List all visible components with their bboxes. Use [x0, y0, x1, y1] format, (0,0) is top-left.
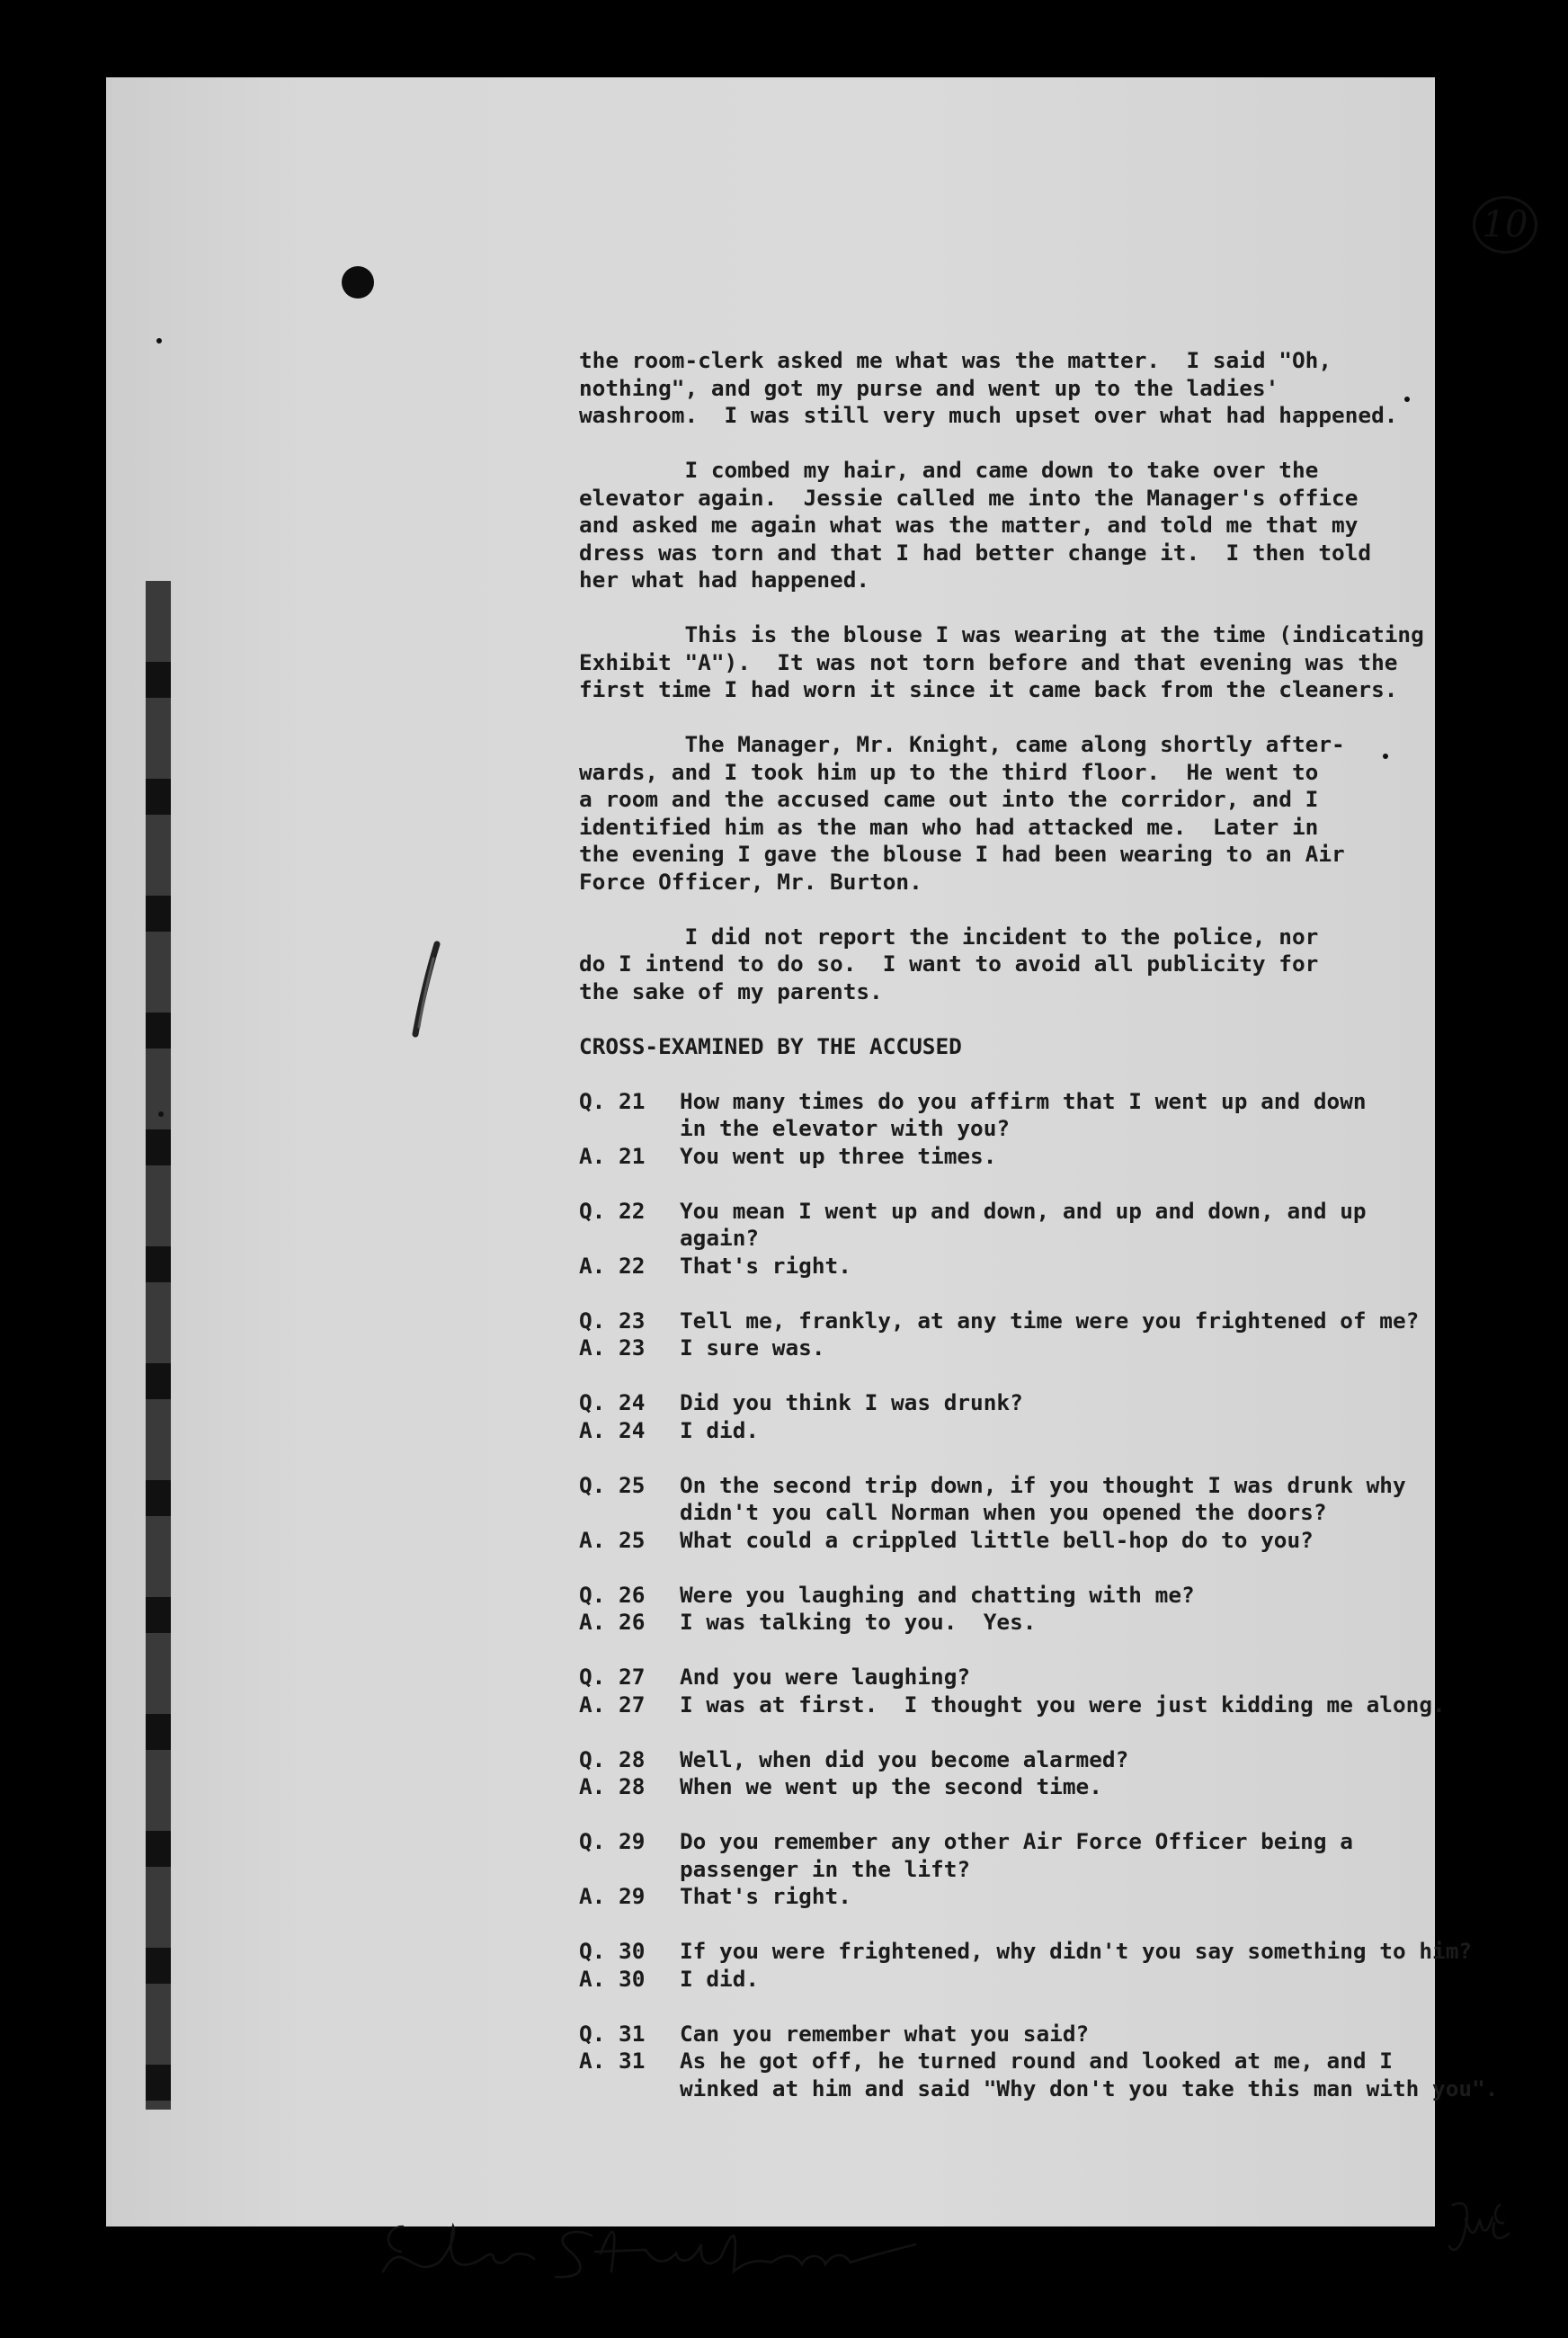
answer-label: A. 31 — [579, 2048, 646, 2074]
answer-line — [579, 2048, 1568, 2075]
question-label: Q. 30 — [579, 1938, 646, 1964]
answer-text: As he got off, he turned round and looked at me, and I — [680, 2048, 1393, 2074]
text-line: and asked me again what was the matter, and told me that my — [579, 512, 1359, 538]
testimony-body — [579, 347, 1568, 2130]
question-label: Q. 26 — [579, 1581, 646, 1608]
text-line: the sake of my parents. — [579, 977, 883, 1004]
answer-line — [579, 1253, 1568, 1281]
answer-label: A. 27 — [579, 1691, 646, 1718]
qa-pair — [579, 1828, 1568, 1911]
question-text: Did you think I was drunk? — [680, 1389, 1023, 1415]
text-line: elevator again. Jessie called me into the Manager's office — [579, 484, 1359, 511]
question-line — [579, 1856, 1568, 1884]
answer-line — [579, 1691, 1568, 1719]
question-line — [579, 1198, 1568, 1226]
question-text: didn't you call Norman when you opened the doors? — [680, 1499, 1327, 1525]
testimony-paragraph — [579, 457, 1568, 594]
qa-pair — [579, 1389, 1568, 1444]
question-line — [579, 1307, 1568, 1335]
question-label: Q. 23 — [579, 1307, 646, 1334]
question-line — [579, 1088, 1568, 1116]
question-label: Q. 25 — [579, 1471, 646, 1498]
section-heading: CROSS-EXAMINED BY THE ACCUSED — [579, 1032, 962, 1059]
qa-pair — [579, 1746, 1568, 1801]
question-line — [579, 1472, 1568, 1500]
question-text: How many times do you affirm that I went up and down — [680, 1087, 1367, 1114]
question-line — [579, 1225, 1568, 1253]
text-line: wards, and I took him up to the third floor. He went to — [579, 758, 1319, 785]
question-text: If you were frightened, why didn't you say something to him? — [680, 1938, 1473, 1964]
qa-pair — [579, 1582, 1568, 1637]
question-label — [579, 1115, 680, 1143]
answer-text: I was at first. I thought you were just kidding me along. — [680, 1691, 1446, 1718]
text-line: identified him as the man who had attacked me. Later in — [579, 813, 1319, 840]
question-line — [579, 1664, 1568, 1691]
question-line — [579, 1828, 1568, 1856]
text-line: a room and the accused came out into the corridor, and I — [579, 786, 1319, 812]
question-label — [579, 1499, 680, 1527]
answer-label: A. 30 — [579, 1965, 646, 1992]
testimony-paragraph — [579, 731, 1568, 896]
answer-label: A. 25 — [579, 1526, 646, 1553]
answer-text: I sure was. — [680, 1334, 825, 1361]
signature-elsie-stadelman — [376, 2200, 951, 2289]
text-line: do I intend to do so. I want to avoid all publicity for — [579, 950, 1319, 977]
question-text: Well, when did you become alarmed? — [680, 1745, 1129, 1772]
testimony-paragraph — [579, 924, 1568, 1006]
answer-line — [579, 1883, 1568, 1911]
answer-text: When we went up the second time. — [680, 1773, 1102, 1799]
question-text: passenger in the lift? — [680, 1855, 971, 1882]
text-line: first time I had worn it since it came back from the cleaners. — [579, 676, 1398, 702]
question-label: Q. 28 — [579, 1745, 646, 1772]
answer-line — [579, 1527, 1568, 1555]
question-text: Were you laughing and chatting with me? — [680, 1581, 1195, 1608]
text-line: dress was torn and that I had better change it. I then told — [579, 539, 1372, 566]
question-label: Q. 22 — [579, 1197, 646, 1224]
text-line: This is the blouse I was wearing at the time (indicating — [579, 621, 1424, 647]
testimony-paragraph — [579, 347, 1568, 430]
qa-pair — [579, 2021, 1568, 2103]
question-line — [579, 1499, 1568, 1527]
answer-line — [579, 1417, 1568, 1445]
question-text: Can you remember what you said? — [680, 2020, 1090, 2047]
question-text: And you were laughing? — [680, 1664, 971, 1690]
testimony-paragraph — [579, 621, 1568, 704]
text-line: her what had happened. — [579, 567, 870, 593]
question-text: in the elevator with you? — [680, 1115, 1011, 1141]
answer-line — [579, 1334, 1568, 1362]
answer-label — [579, 2075, 680, 2103]
qa-pair — [579, 1664, 1568, 1718]
document-page — [106, 77, 1528, 2226]
qa-pair — [579, 1198, 1568, 1281]
qa-pair — [579, 1938, 1568, 1993]
answer-label: A. 29 — [579, 1883, 646, 1909]
initials-jwe — [1444, 2192, 1516, 2273]
answer-text: I did. — [680, 1965, 760, 1992]
answer-text: That's right. — [680, 1883, 851, 1909]
question-line — [579, 1582, 1568, 1610]
text-line: I combed my hair, and came down to take over the — [579, 457, 1319, 483]
question-text: Do you remember any other Air Force Officer being a — [680, 1828, 1353, 1854]
text-line: Force Officer, Mr. Burton. — [579, 868, 922, 895]
film-edge-strip — [146, 581, 171, 2110]
answer-label: A. 23 — [579, 1334, 646, 1361]
question-line — [579, 1389, 1568, 1417]
question-label: Q. 24 — [579, 1389, 646, 1415]
question-label — [579, 1225, 680, 1253]
answer-line — [579, 1773, 1568, 1801]
question-label: Q. 27 — [579, 1664, 646, 1690]
question-label: Q. 21 — [579, 1087, 646, 1114]
answer-label: A. 24 — [579, 1416, 646, 1443]
answer-label: A. 26 — [579, 1609, 646, 1635]
text-line: nothing", and got my purse and went up to the ladies' — [579, 374, 1279, 401]
page-number: 10 — [1473, 196, 1537, 254]
qa-pair — [579, 1472, 1568, 1555]
question-text: You mean I went up and down, and up and down, and up — [680, 1197, 1367, 1224]
answer-text: winked at him and said "Why don't you take this man with you". — [680, 2075, 1499, 2102]
answer-line — [579, 2075, 1568, 2103]
answer-line — [579, 1966, 1568, 1994]
text-line: the room-clerk asked me what was the matter. I said "Oh, — [579, 347, 1332, 373]
qa-pair — [579, 1088, 1568, 1171]
question-text: Tell me, frankly, at any time were you frightened of me? — [680, 1307, 1420, 1334]
question-line — [579, 2021, 1568, 2048]
question-label: Q. 29 — [579, 1828, 646, 1854]
text-line: Exhibit "A"). It was not torn before and that evening was the — [579, 648, 1398, 675]
answer-text: That's right. — [680, 1252, 851, 1279]
answer-text: What could a crippled little bell-hop do to you? — [680, 1526, 1314, 1553]
answer-label: A. 28 — [579, 1773, 646, 1799]
margin-pen-mark — [410, 941, 446, 1040]
question-text: On the second trip down, if you thought I was drunk why — [680, 1471, 1406, 1498]
answer-text: I did. — [680, 1416, 760, 1443]
answer-text: I was talking to you. Yes. — [680, 1609, 1037, 1635]
qa-pair — [579, 1307, 1568, 1362]
text-line: The Manager, Mr. Knight, came along shortly after- — [579, 731, 1345, 757]
question-line — [579, 1938, 1568, 1966]
answer-line — [579, 1609, 1568, 1637]
answer-text: You went up three times. — [680, 1142, 997, 1169]
question-line — [579, 1746, 1568, 1774]
question-label: Q. 31 — [579, 2020, 646, 2047]
question-label — [579, 1856, 680, 1884]
text-line: the evening I gave the blouse I had been wearing to an Air — [579, 841, 1345, 867]
question-line — [579, 1115, 1568, 1143]
text-line: I did not report the incident to the police, nor — [579, 923, 1319, 950]
question-text: again? — [680, 1225, 760, 1251]
text-line: washroom. I was still very much upset over what had happened. — [579, 402, 1398, 428]
answer-line — [579, 1143, 1568, 1171]
answer-label: A. 22 — [579, 1252, 646, 1279]
answer-label: A. 21 — [579, 1142, 646, 1169]
punch-hole — [342, 266, 374, 299]
